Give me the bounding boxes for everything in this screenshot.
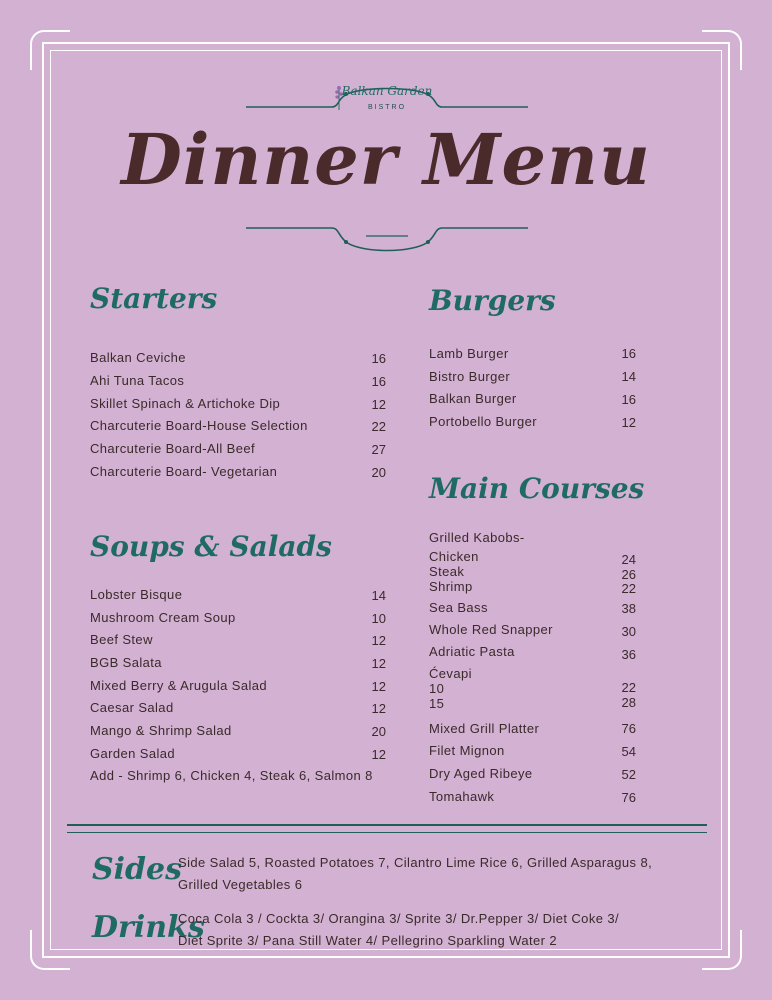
sides-heading: Sides: [92, 852, 183, 887]
menu-item-name: Mango & Shrimp Salad: [90, 723, 232, 738]
menu-item-name: Caesar Salad: [90, 700, 174, 715]
burgers-heading: Burgers: [429, 284, 556, 317]
menu-item-name: Bistro Burger: [429, 369, 511, 384]
soups-salads-heading: Soups & Salads: [90, 530, 332, 563]
menu-item-option: Shrimp: [429, 579, 473, 594]
menu-item-price: 24: [621, 552, 636, 567]
sides-line: Grilled Vegetables 6: [178, 877, 303, 892]
sides-text: [178, 852, 698, 896]
menu-item-name: Balkan Burger: [429, 391, 517, 406]
menu-item-price: 16: [621, 392, 636, 407]
starters-heading: Starters: [90, 282, 218, 315]
corner-ornament: [30, 30, 70, 70]
menu-item-price: 52: [621, 767, 636, 782]
menu-item-name: Lamb Burger: [429, 346, 509, 361]
drinks-line: Coca Cola 3 / Cockta 3/ Orangina 3/ Sprite 3/ Dr.Pepper 3/ Diet Coke 3/: [178, 911, 619, 926]
menu-item-price: 54: [621, 744, 636, 759]
menu-item-name: Portobello Burger: [429, 414, 537, 429]
menu-item-name: Balkan Ceviche: [90, 350, 186, 365]
menu-item-name: Sea Bass: [429, 600, 488, 615]
menu-item-name: BGB Salata: [90, 655, 162, 670]
menu-item-name: Ahi Tuna Tacos: [90, 373, 185, 388]
menu-item-option: 15: [429, 696, 445, 711]
menu-item-price: 12: [371, 679, 386, 694]
menu-item-price: 36: [621, 647, 636, 662]
menu-item-price: 76: [621, 790, 636, 805]
menu-item-name: Charcuterie Board-House Selection: [90, 418, 308, 433]
page-title: Dinner Menu: [121, 118, 651, 201]
menu-item-name: Charcuterie Board-All Beef: [90, 441, 256, 456]
menu-item-price: 14: [371, 588, 386, 603]
menu-item-name: Dry Aged Ribeye: [429, 766, 533, 781]
menu-item-name: Tomahawk: [429, 789, 495, 804]
addon-note: Add - Shrimp 6, Chicken 4, Steak 6, Salmon 8: [90, 768, 373, 783]
menu-item-price: 22: [621, 581, 636, 596]
menu-item-price: 12: [371, 633, 386, 648]
menu-item-price: 16: [621, 346, 636, 361]
menu-item-name: Grilled Kabobs-: [429, 530, 525, 545]
menu-item-name: Lobster Bisque: [90, 587, 183, 602]
logo-subtitle: BISTRO: [367, 104, 407, 111]
menu-item-price: 30: [621, 624, 636, 639]
menu-item-price: 22: [371, 419, 386, 434]
bottom-flourish: [246, 222, 528, 258]
menu-item-price: 14: [621, 369, 636, 384]
menu-item-price: 38: [621, 601, 636, 616]
corner-ornament: [30, 930, 70, 970]
menu-item-option: Steak: [429, 564, 465, 579]
menu-item-name: Beef Stew: [90, 632, 153, 647]
menu-item-name: Ćevapi: [429, 666, 472, 681]
menu-item-option: 10: [429, 681, 445, 696]
section-divider: [67, 832, 707, 833]
menu-item-price: 26: [621, 567, 636, 582]
menu-item-name: Mixed Berry & Arugula Salad: [90, 678, 267, 693]
section-divider: [67, 824, 707, 826]
menu-item-price: 12: [371, 701, 386, 716]
main-courses-heading: Main Courses: [429, 472, 645, 505]
menu-item-name: Adriatic Pasta: [429, 644, 515, 659]
menu-item-name: Whole Red Snapper: [429, 622, 553, 637]
menu-item-name: Garden Salad: [90, 746, 176, 761]
menu-item-name: Mushroom Cream Soup: [90, 610, 236, 625]
menu-item-price: 28: [621, 695, 636, 710]
menu-item-option: Chicken: [429, 549, 479, 564]
menu-item-price: 16: [371, 374, 386, 389]
menu-item-name: Charcuterie Board- Vegetarian: [90, 464, 278, 479]
menu-item-price: 20: [371, 465, 386, 480]
sides-line: Side Salad 5, Roasted Potatoes 7, Cilantro Lime Rice 6, Grilled Asparagus 8,: [178, 855, 653, 870]
corner-ornament: [702, 930, 742, 970]
drinks-text: [178, 908, 698, 952]
menu-item-price: 12: [621, 415, 636, 430]
menu-item-price: 76: [621, 721, 636, 736]
corner-ornament: [702, 30, 742, 70]
menu-item-price: 12: [371, 397, 386, 412]
menu-item-price: 16: [371, 351, 386, 366]
menu-item-price: 12: [371, 656, 386, 671]
menu-item-name: Skillet Spinach & Artichoke Dip: [90, 396, 281, 411]
menu-item-price: 27: [371, 442, 386, 457]
logo-name: Balkan Garden: [341, 84, 433, 98]
menu-item-name: Mixed Grill Platter: [429, 721, 540, 736]
menu-item-price: 22: [621, 680, 636, 695]
menu-item-price: 12: [371, 747, 386, 762]
menu-item-price: 20: [371, 724, 386, 739]
menu-item-name: Filet Mignon: [429, 743, 505, 758]
drinks-heading: Drinks: [92, 910, 205, 945]
menu-item-price: 10: [371, 611, 386, 626]
drinks-line: Diet Sprite 3/ Pana Still Water 4/ Pellegrino Sparkling Water 2: [178, 933, 558, 948]
